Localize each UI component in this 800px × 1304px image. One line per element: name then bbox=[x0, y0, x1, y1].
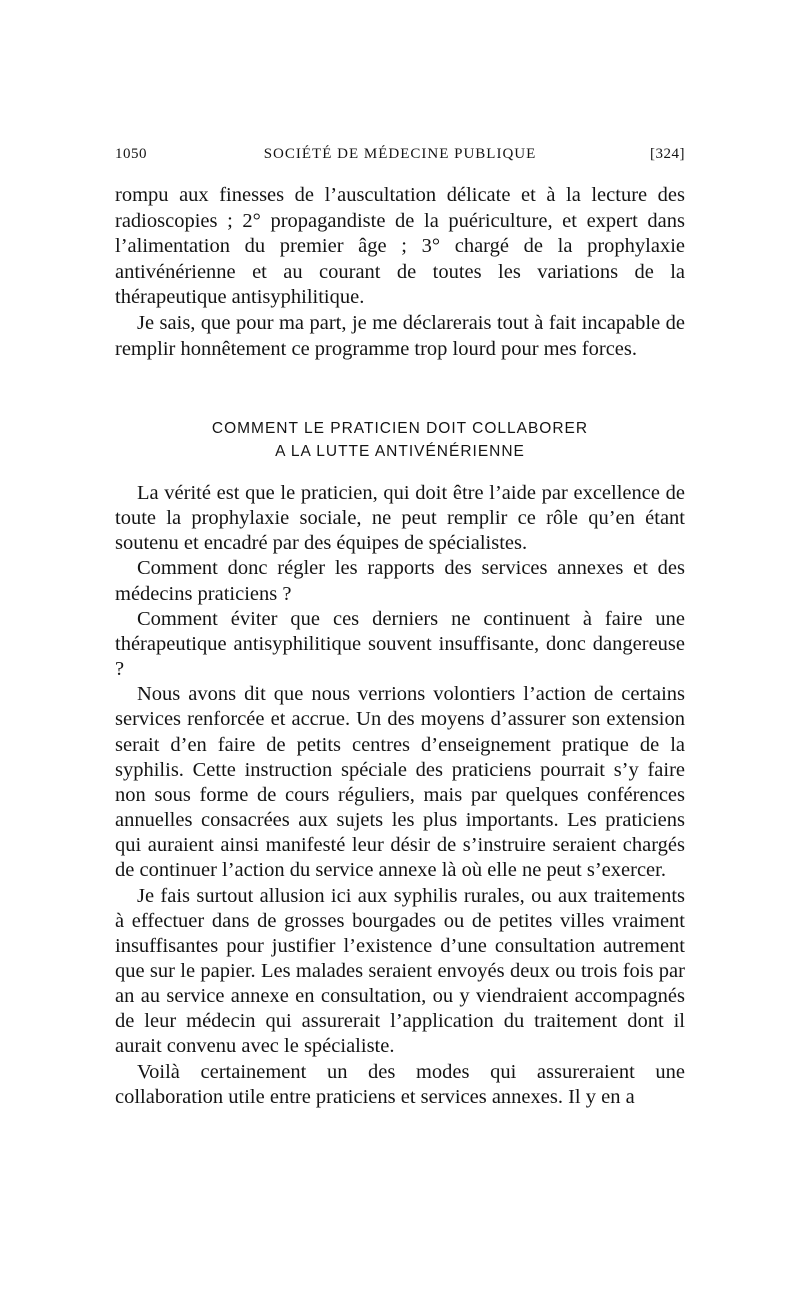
body-text-bottom bbox=[115, 481, 685, 1110]
section-heading-line: COMMENT LE PRATICIEN DOIT COLLABORER bbox=[211, 420, 589, 437]
paragraph: La vérité est que le praticien, qui doit être l’aide par excellence de toute la prophylaxie sociale, ne peut remplir ce rôle qu’en étant soutenu et encadré par des équipes de spécialistes. bbox=[115, 482, 685, 555]
running-header bbox=[115, 146, 685, 168]
body-text-top bbox=[115, 183, 685, 362]
paragraph: Je fais surtout allusion ici aux syphilis rurales, ou aux traitements à effectuer dans de grosses bourgades ou de petites villes vraiment insuffisantes pour justifier l’existence d’une consultation autrement que sur le papier. Les malades seraient envoyés deux ou trois fois par an au service annexe en consultation, ou y viendraient accompagnés de leur médecin qui assurerait l’application du traitement dont il aurait convenu avec le spécialiste. bbox=[115, 884, 685, 1058]
running-title: SOCIÉTÉ DE MÉDECINE PUBLIQUE bbox=[263, 146, 537, 162]
paragraph: Je sais, que pour ma part, je me déclarerais tout à fait incapable de remplir honnêtement ce programme trop lourd pour mes forces. bbox=[115, 311, 685, 360]
paragraph: rompu aux finesses de l’auscultation délicate et à la lecture des radioscopies ; 2° propagandiste de la puériculture, et expert dans l’alimentation du premier âge ; 3° chargé de la prophylaxie antivénérienne et au courant de toutes les variations de la thérapeutique antisyphilitique. bbox=[115, 184, 685, 309]
paragraph: Nous avons dit que nous verrions volontiers l’action de certains services renforcée et accrue. Un des moyens d’assurer son extension serait d’en faire de petits centres d’enseignement pratique de la syphilis. Cette instruction spéciale des praticiens pourrait s’y faire non sous forme de cours réguliers, mais par quelques conférences annuelles consacrées aux sujets les plus importants. Les praticiens qui auraient ainsi manifesté leur désir de s’instruire seraient chargés de continuer l’action du service annexe là où elle ne peut s’exercer. bbox=[115, 683, 685, 882]
section-heading-line: A LA LUTTE ANTIVÉNÉRIENNE bbox=[275, 443, 525, 460]
page-number: 1050 bbox=[115, 146, 147, 162]
paragraph: Comment donc régler les rapports des services annexes et des médecins praticiens ? bbox=[115, 557, 685, 605]
paragraph: Comment éviter que ces derniers ne continuent à faire une thérapeutique antisyphilitique souvent insuffisante, donc dangereuse ? bbox=[115, 607, 685, 681]
section-heading bbox=[115, 417, 685, 463]
page-reference: [324] bbox=[650, 146, 685, 162]
paragraph: Voilà certainement un des modes qui assureraient une collaboration utile entre praticiens et services annexes. Il y en a bbox=[115, 1060, 685, 1108]
